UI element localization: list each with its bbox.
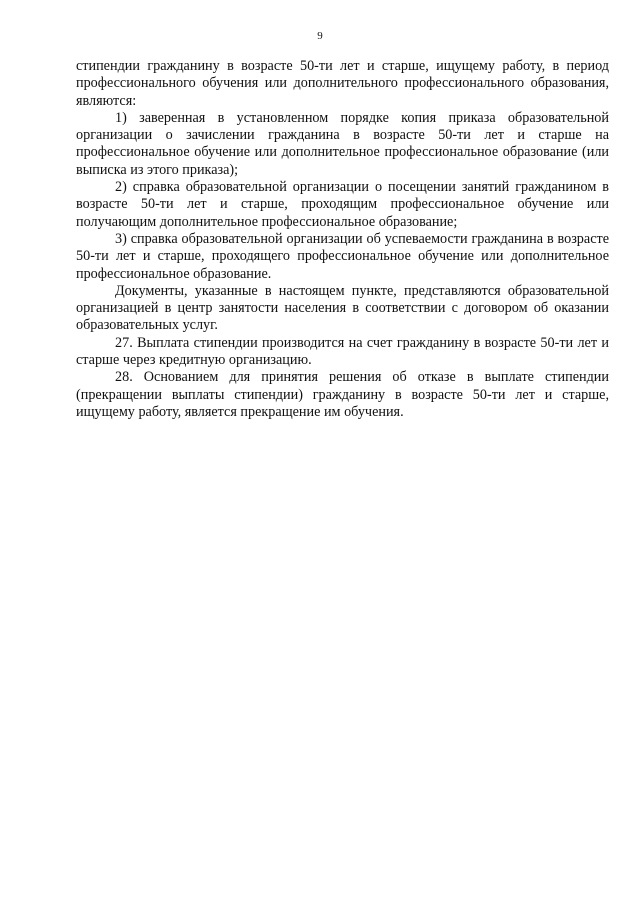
paragraph-clause-27: 27. Выплата стипендии производится на счет гражданину в возрасте 50-ти лет и старше через кредитную организацию. — [76, 334, 609, 369]
list-item-1: 1) заверенная в установленном порядке копия приказа образовательной организации о зачислении гражданина в возрасте 50-ти лет и старше на профессиональное обучение или дополнительное профессиональное образование (или выписка из этого приказа); — [76, 109, 609, 178]
document-body — [76, 58, 609, 421]
paragraph-clause-28: 28. Основанием для принятия решения об отказе в выплате стипендии (прекращении выплаты стипендии) гражданину в возрасте 50-ти лет и старше, ищущему работу, является прекращение им обучения. — [76, 369, 609, 420]
list-item-3: 3) справка образовательной организации об успеваемости гражданина в возрасте 50-ти лет и старше, проходящего профессиональное обучение или дополнительное профессиональное образование. — [76, 230, 609, 282]
list-item-2: 2) справка образовательной организации о посещении занятий гражданином в возрасте 50-ти лет и старше, проходящим профессиональное обучение или получающим дополнительное профессиональное образование; — [76, 179, 609, 230]
paragraph-documents: Документы, указанные в настоящем пункте, представляются образовательной организацией в центр занятости населения в соответствии с договором об оказании образовательных услуг. — [76, 282, 609, 334]
page-number: 9 — [317, 30, 323, 42]
paragraph-continuation: стипендии гражданину в возрасте 50-ти лет и старше, ищущему работу, в период профессионального обучения или дополнительного профессионального образования, являются: — [76, 58, 609, 109]
